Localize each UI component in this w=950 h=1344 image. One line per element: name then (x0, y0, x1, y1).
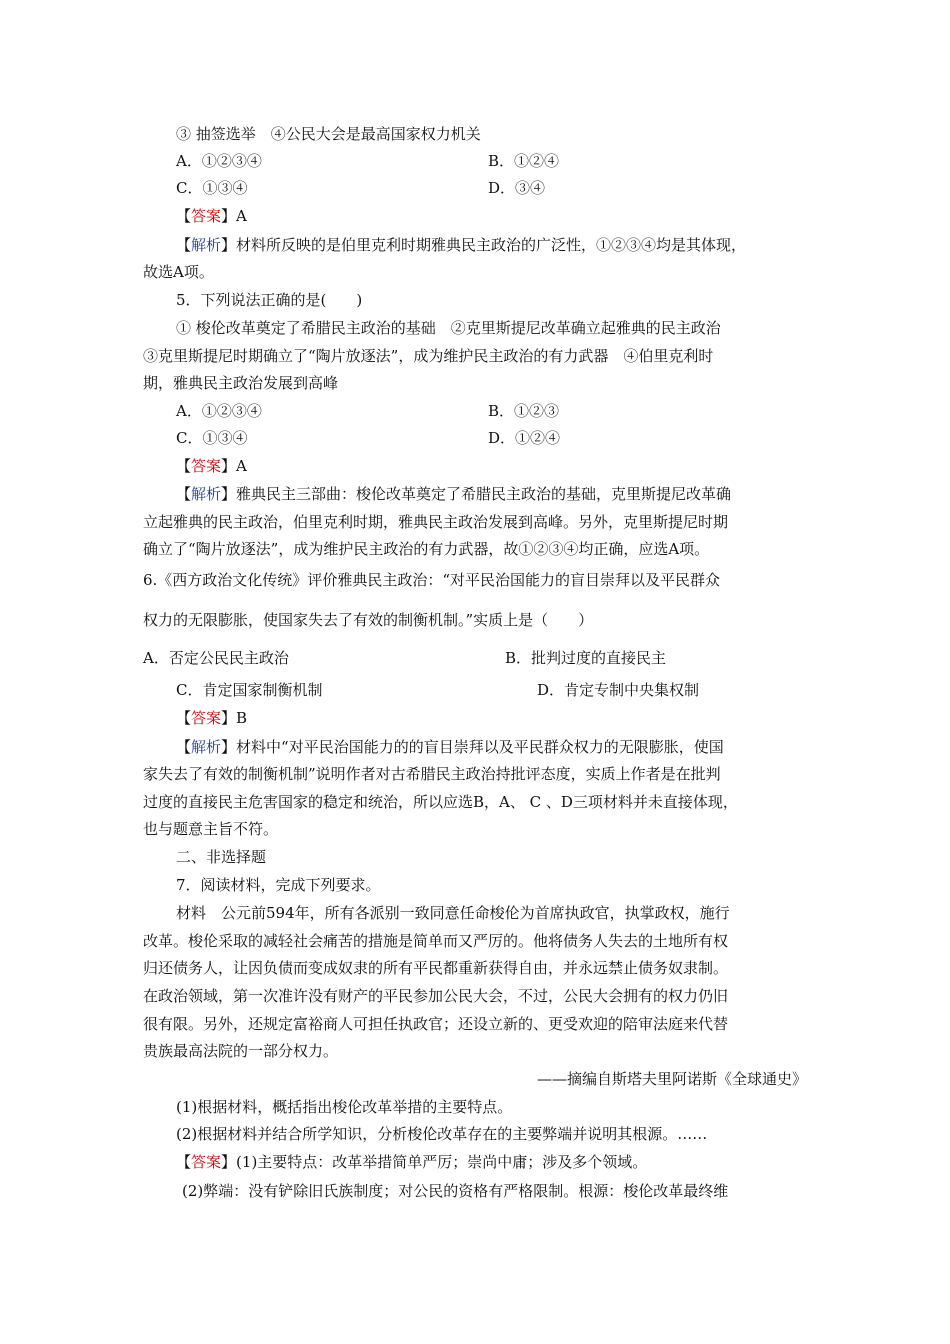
q7-sub-question-1: (1)根据材料，概括指出梭伦改革举措的主要特点。 (176, 1098, 513, 1116)
q7-material-line-2: 改革。梭伦采取的减轻社会痛苦的措施是简单而又严厉的。他将债务人失去的土地所有权 (143, 932, 729, 950)
q7-material-line-4: 在政治领域，第一次准许没有财产的平民参加公民大会，不过，公民大会拥有的权力仍旧 (143, 987, 729, 1005)
analysis-label: 解析 (191, 236, 222, 254)
answer-label: 答案 (191, 709, 222, 727)
q5-analysis-line-2: 立起雅典的民主政治，伯里克利时期，雅典民主政治发展到高峰。另外，克里斯提尼时期 (143, 513, 729, 531)
q7-answer-line-1 (176, 1152, 647, 1172)
bracket-close: 】 (221, 236, 237, 254)
bracket-open: 【 (176, 236, 192, 254)
q7-answer-line-2: (2)弊端：没有铲除旧氏族制度；对公民的资格有严格限制。根源：梭伦改革最终维 (182, 1182, 729, 1200)
bracket-close: 】 (221, 709, 237, 727)
q7-material-line-3: 归还债务人，让因负债而变成奴隶的所有平民都重新获得自由，并永远禁止债务奴隶制。 (143, 959, 729, 977)
q5-option-a: A．①②③④ (176, 402, 262, 420)
analysis-text: 材料所反映的是伯里克利时期雅典民主政治的广泛性，①②③④均是其体现， (236, 236, 747, 254)
q5-analysis-line-1 (176, 484, 731, 504)
q7-material-line-1: 材料 公元前594年，所有各派别一致同意任命梭伦为首席执政官，执掌政权，施行 (176, 904, 730, 922)
answer-text: (1)主要特点：改革举措简单严厉；崇尚中庸；涉及多个领域。 (236, 1153, 648, 1171)
q4-items-line: ③ 抽签选举 ④公民大会是最高国家权力机关 (176, 125, 481, 143)
q5-items-line-3: 期，雅典民主政治发展到高峰 (143, 374, 339, 392)
q7-sub-question-2: (2)根据材料并结合所学知识，分析梭伦改革存在的主要弊端并说明其根源。…… (176, 1125, 708, 1143)
bracket-close: 】 (221, 457, 237, 475)
q6-option-a: A．否定公民民主政治 (143, 649, 289, 667)
bracket-open: 【 (176, 485, 192, 503)
q6-analysis-line-2: 家失去了有效的制衡机制”说明作者对古希腊民主政治持批评态度，实质上作者是在批判 (143, 765, 721, 783)
q6-analysis-line-1 (176, 737, 724, 757)
bracket-open: 【 (176, 709, 192, 727)
q4-option-c: C．①③④ (176, 179, 248, 197)
q6-answer (176, 708, 247, 728)
bracket-close: 】 (221, 1153, 237, 1171)
answer-value: A (236, 207, 247, 225)
q5-answer (176, 456, 247, 476)
q4-option-d: D．③④ (488, 179, 546, 197)
q6-option-d: D．肯定专制中央集权制 (537, 681, 700, 699)
q5-items-line-1: ① 梭伦改革奠定了希腊民主政治的基础 ②克里斯提尼改革确立起雅典的民主政治 (176, 319, 721, 337)
q6-stem-line-1: 6.《西方政治文化传统》评价雅典民主政治：“对平民治国能力的盲目崇拜以及平民群众 (143, 571, 720, 589)
q4-answer (176, 206, 247, 226)
q4-analysis-line-2: 故选A项。 (143, 263, 214, 281)
q7-stem: 7．阅读材料，完成下列要求。 (176, 876, 381, 894)
analysis-text: 材料中“对平民治国能力的的盲目崇拜以及平民群众权力的无限膨胀，使国 (236, 738, 724, 756)
q5-items-line-2: ③克里斯提尼时期确立了“陶片放逐法”，成为维护民主政治的有力武器 ④伯里克利时 (143, 347, 714, 365)
q6-stem-line-2: 权力的无限膨胀，使国家失去了有效的制衡机制。”实质上是（ ） (143, 611, 594, 629)
bracket-open: 【 (176, 738, 192, 756)
q4-option-b: B．①②④ (488, 152, 560, 170)
analysis-label: 解析 (191, 738, 222, 756)
q4-option-a: A．①②③④ (176, 152, 262, 170)
answer-label: 答案 (191, 207, 222, 225)
bracket-open: 【 (176, 1153, 192, 1171)
q5-analysis-line-3: 确立了“陶片放逐法”，成为维护民主政治的有力武器，故①②③④均正确，应选A项。 (143, 540, 710, 558)
q7-material-line-6: 贵族最高法院的一部分权力。 (143, 1042, 339, 1060)
q6-analysis-line-3: 过度的直接民主危害国家的稳定和统治，所以应选B，A、 C 、D三项材料并未直接体现， (143, 793, 738, 811)
q5-stem: 5．下列说法正确的是( ) (176, 291, 363, 309)
answer-value: B (236, 709, 248, 727)
bracket-close: 】 (221, 207, 237, 225)
answer-label: 答案 (191, 457, 222, 475)
bracket-open: 【 (176, 207, 192, 225)
q6-analysis-line-4: 也与题意主旨不符。 (143, 820, 279, 838)
q6-option-c: C．肯定国家制衡机制 (176, 681, 323, 699)
analysis-label: 解析 (191, 485, 222, 503)
bracket-open: 【 (176, 457, 192, 475)
bracket-close: 】 (221, 738, 237, 756)
analysis-text: 雅典民主三部曲：梭伦改革奠定了希腊民主政治的基础，克里斯提尼改革确 (236, 485, 732, 503)
q6-option-b: B．批判过度的直接民主 (505, 649, 667, 667)
q7-material-line-5: 很有限。另外，还规定富裕商人可担任执政官；还设立新的、更受欢迎的陪审法庭来代替 (143, 1015, 729, 1033)
q7-source: ——摘编自斯塔夫里阿诺斯《全球通史》 (536, 1070, 807, 1088)
section-heading: 二、非选择题 (176, 848, 267, 866)
q4-analysis-line-1 (176, 235, 746, 255)
answer-value: A (236, 457, 247, 475)
q5-option-b: B．①②③ (488, 402, 560, 420)
q5-option-c: C．①③④ (176, 429, 248, 447)
answer-label: 答案 (191, 1153, 222, 1171)
q5-option-d: D．①②④ (488, 429, 561, 447)
bracket-close: 】 (221, 485, 237, 503)
